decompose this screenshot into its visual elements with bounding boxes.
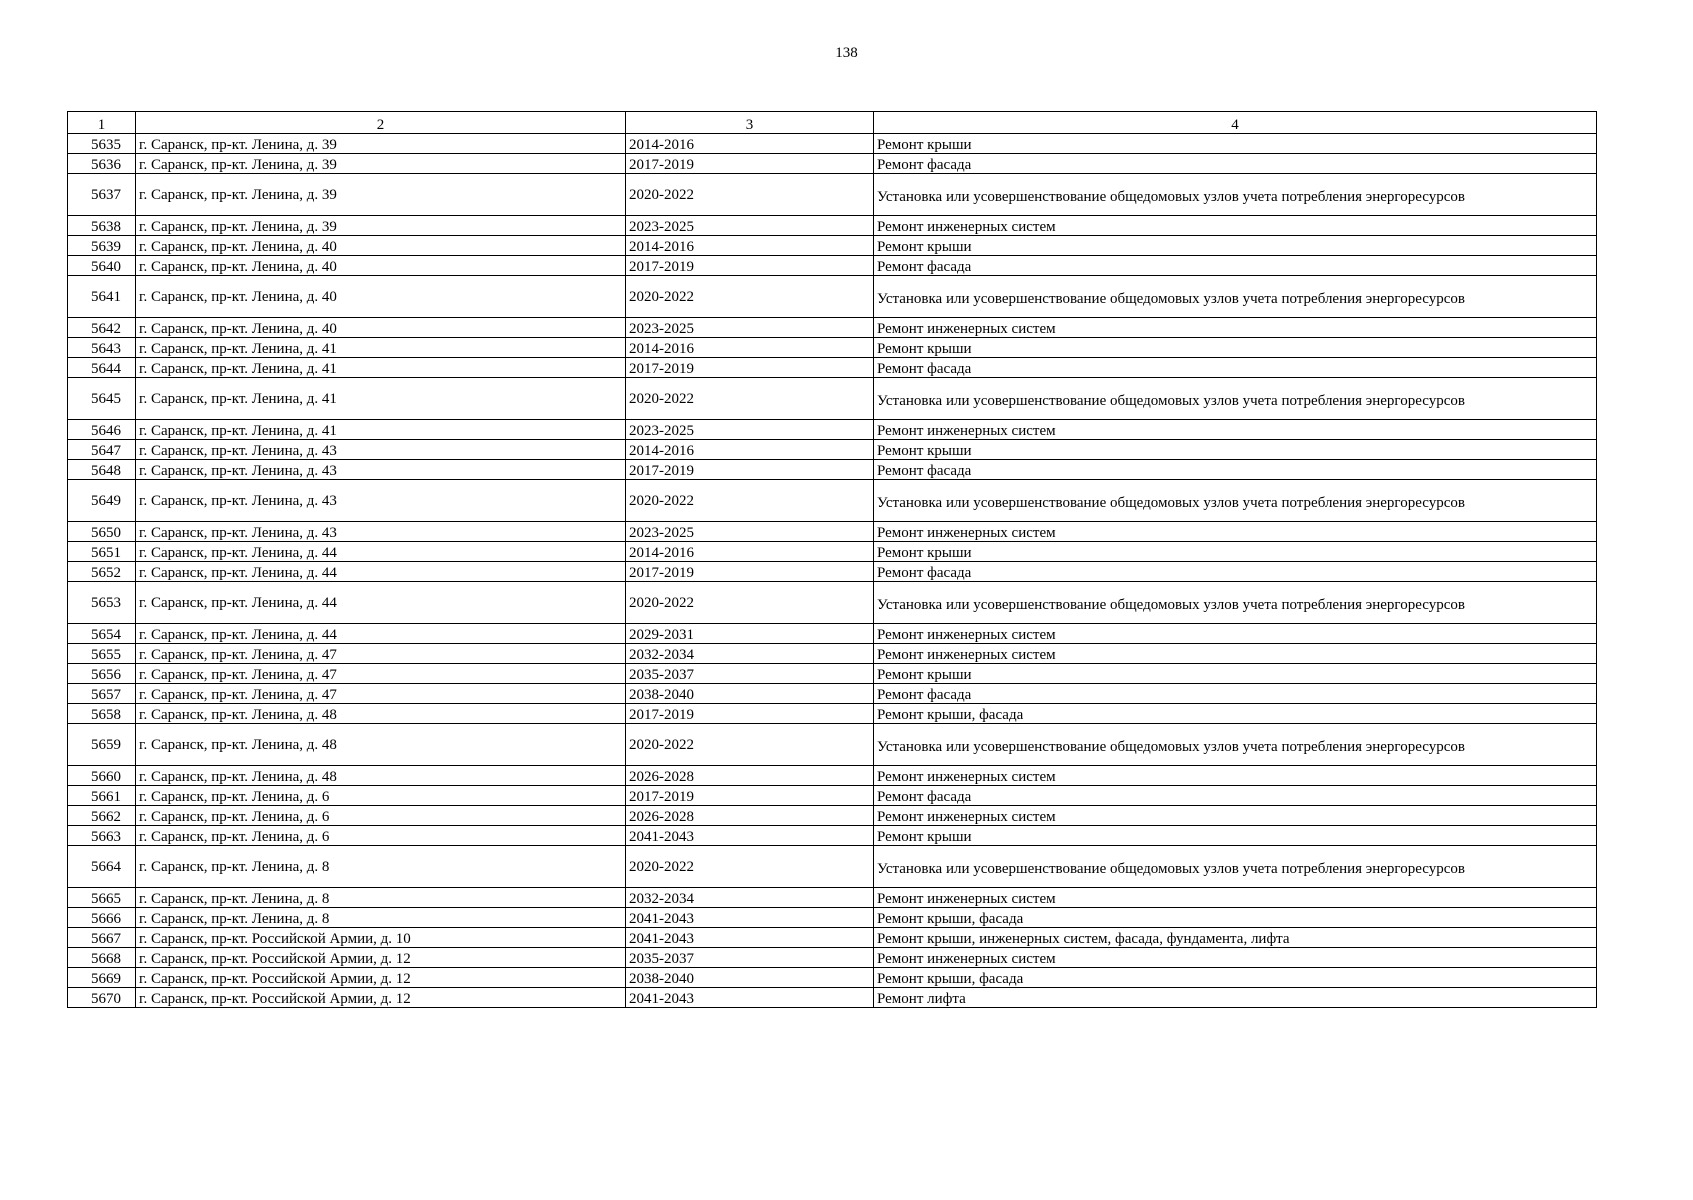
period-cell: 2020-2022 [626,276,874,318]
row-number-cell: 5664 [68,846,136,888]
address-cell: г. Саранск, пр-кт. Ленина, д. 48 [136,724,626,766]
row-number-cell: 5647 [68,440,136,460]
work-type-cell: Ремонт крыши [874,236,1597,256]
row-number-cell: 5650 [68,522,136,542]
period-cell: 2029-2031 [626,624,874,644]
row-number-cell: 5638 [68,216,136,236]
row-number-cell: 5660 [68,766,136,786]
period-cell: 2038-2040 [626,684,874,704]
work-type-cell: Ремонт крыши [874,664,1597,684]
row-number-cell: 5665 [68,888,136,908]
row-number-cell: 5637 [68,174,136,216]
work-type-cell: Ремонт крыши [874,826,1597,846]
table-row [68,806,1597,826]
row-number-cell: 5641 [68,276,136,318]
work-type-cell: Ремонт фасада [874,154,1597,174]
work-type-cell: Ремонт инженерных систем [874,216,1597,236]
period-cell: 2020-2022 [626,378,874,420]
address-cell: г. Саранск, пр-кт. Ленина, д. 44 [136,624,626,644]
work-type-cell: Установка или усовершенствование общедомовых узлов учета потребления энергоресурсов [874,378,1597,420]
period-cell: 2032-2034 [626,888,874,908]
address-cell: г. Саранск, пр-кт. Ленина, д. 47 [136,644,626,664]
row-number-cell: 5666 [68,908,136,928]
period-cell: 2020-2022 [626,174,874,216]
row-number-cell: 5668 [68,948,136,968]
period-cell: 2023-2025 [626,420,874,440]
table-row [68,846,1597,888]
address-cell: г. Саранск, пр-кт. Ленина, д. 40 [136,236,626,256]
table-row [68,684,1597,704]
row-number-cell: 5661 [68,786,136,806]
address-cell: г. Саранск, пр-кт. Ленина, д. 39 [136,134,626,154]
table-row [68,582,1597,624]
row-number-cell: 5663 [68,826,136,846]
row-number-cell: 5654 [68,624,136,644]
page-number: 138 [835,45,858,61]
row-number-cell: 5669 [68,968,136,988]
repair-schedule-table [67,111,1597,1008]
period-cell: 2023-2025 [626,216,874,236]
work-type-cell: Ремонт крыши, фасада [874,704,1597,724]
table-row [68,236,1597,256]
work-type-cell: Ремонт инженерных систем [874,766,1597,786]
address-cell: г. Саранск, пр-кт. Ленина, д. 48 [136,766,626,786]
header-col-4: 4 [874,112,1597,134]
table-row [68,624,1597,644]
work-type-cell: Ремонт крыши [874,338,1597,358]
table-row [68,216,1597,236]
table-row [68,480,1597,522]
address-cell: г. Саранск, пр-кт. Российской Армии, д. 12 [136,968,626,988]
work-type-cell: Ремонт лифта [874,988,1597,1008]
period-cell: 2017-2019 [626,704,874,724]
header-col-2: 2 [136,112,626,134]
period-cell: 2023-2025 [626,318,874,338]
row-number-cell: 5657 [68,684,136,704]
table-row [68,908,1597,928]
row-number-cell: 5636 [68,154,136,174]
row-number-cell: 5648 [68,460,136,480]
table-row [68,420,1597,440]
address-cell: г. Саранск, пр-кт. Ленина, д. 43 [136,480,626,522]
period-cell: 2026-2028 [626,806,874,826]
period-cell: 2017-2019 [626,562,874,582]
table-row [68,358,1597,378]
table-row [68,338,1597,358]
work-type-cell: Установка или усовершенствование общедомовых узлов учета потребления энергоресурсов [874,846,1597,888]
row-number-cell: 5652 [68,562,136,582]
work-type-cell: Ремонт крыши, фасада [874,908,1597,928]
row-number-cell: 5655 [68,644,136,664]
table-row [68,988,1597,1008]
row-number-cell: 5645 [68,378,136,420]
work-type-cell: Ремонт фасада [874,562,1597,582]
row-number-cell: 5659 [68,724,136,766]
period-cell: 2017-2019 [626,358,874,378]
period-cell: 2017-2019 [626,786,874,806]
work-type-cell: Ремонт инженерных систем [874,318,1597,338]
period-cell: 2041-2043 [626,988,874,1008]
address-cell: г. Саранск, пр-кт. Российской Армии, д. 10 [136,928,626,948]
table-row [68,174,1597,216]
table-row [68,766,1597,786]
table-row [68,542,1597,562]
table-row [68,378,1597,420]
row-number-cell: 5656 [68,664,136,684]
period-cell: 2032-2034 [626,644,874,664]
address-cell: г. Саранск, пр-кт. Ленина, д. 8 [136,888,626,908]
row-number-cell: 5667 [68,928,136,948]
period-cell: 2035-2037 [626,948,874,968]
table-row [68,460,1597,480]
work-type-cell: Ремонт крыши [874,134,1597,154]
row-number-cell: 5653 [68,582,136,624]
work-type-cell: Ремонт крыши [874,542,1597,562]
row-number-cell: 5649 [68,480,136,522]
period-cell: 2017-2019 [626,256,874,276]
address-cell: г. Саранск, пр-кт. Ленина, д. 6 [136,806,626,826]
table-row [68,724,1597,766]
work-type-cell: Ремонт инженерных систем [874,806,1597,826]
row-number-cell: 5635 [68,134,136,154]
work-type-cell: Установка или усовершенствование общедомовых узлов учета потребления энергоресурсов [874,582,1597,624]
address-cell: г. Саранск, пр-кт. Ленина, д. 43 [136,460,626,480]
address-cell: г. Саранск, пр-кт. Ленина, д. 40 [136,318,626,338]
table-row [68,276,1597,318]
table-row [68,826,1597,846]
period-cell: 2014-2016 [626,236,874,256]
table-row [68,318,1597,338]
work-type-cell: Ремонт инженерных систем [874,888,1597,908]
table-row [68,888,1597,908]
work-type-cell: Установка или усовершенствование общедомовых узлов учета потребления энергоресурсов [874,480,1597,522]
table-row [68,440,1597,460]
header-col-3: 3 [626,112,874,134]
period-cell: 2041-2043 [626,928,874,948]
address-cell: г. Саранск, пр-кт. Ленина, д. 44 [136,562,626,582]
work-type-cell: Ремонт фасада [874,684,1597,704]
table-row [68,134,1597,154]
address-cell: г. Саранск, пр-кт. Ленина, д. 44 [136,542,626,562]
period-cell: 2020-2022 [626,724,874,766]
period-cell: 2017-2019 [626,460,874,480]
table-body [68,112,1597,1008]
table-row [68,948,1597,968]
address-cell: г. Саранск, пр-кт. Ленина, д. 47 [136,664,626,684]
work-type-cell: Ремонт фасада [874,786,1597,806]
work-type-cell: Установка или усовершенствование общедомовых узлов учета потребления энергоресурсов [874,174,1597,216]
row-number-cell: 5670 [68,988,136,1008]
period-cell: 2023-2025 [626,522,874,542]
period-cell: 2014-2016 [626,338,874,358]
period-cell: 2020-2022 [626,582,874,624]
work-type-cell: Ремонт крыши, фасада [874,968,1597,988]
address-cell: г. Саранск, пр-кт. Ленина, д. 44 [136,582,626,624]
row-number-cell: 5643 [68,338,136,358]
address-cell: г. Саранск, пр-кт. Ленина, д. 39 [136,174,626,216]
address-cell: г. Саранск, пр-кт. Ленина, д. 48 [136,704,626,724]
work-type-cell: Ремонт фасада [874,358,1597,378]
row-number-cell: 5639 [68,236,136,256]
address-cell: г. Саранск, пр-кт. Ленина, д. 47 [136,684,626,704]
period-cell: 2026-2028 [626,766,874,786]
address-cell: г. Саранск, пр-кт. Ленина, д. 41 [136,378,626,420]
header-col-1: 1 [68,112,136,134]
table-row [68,644,1597,664]
row-number-cell: 5651 [68,542,136,562]
address-cell: г. Саранск, пр-кт. Российской Армии, д. 12 [136,988,626,1008]
table-row [68,664,1597,684]
period-cell: 2035-2037 [626,664,874,684]
period-cell: 2014-2016 [626,440,874,460]
work-type-cell: Установка или усовершенствование общедомовых узлов учета потребления энергоресурсов [874,724,1597,766]
table-row [68,562,1597,582]
work-type-cell: Ремонт крыши, инженерных систем, фасада, фундамента, лифта [874,928,1597,948]
work-type-cell: Ремонт инженерных систем [874,948,1597,968]
table-row [68,928,1597,948]
work-type-cell: Ремонт инженерных систем [874,420,1597,440]
address-cell: г. Саранск, пр-кт. Ленина, д. 39 [136,216,626,236]
period-cell: 2038-2040 [626,968,874,988]
address-cell: г. Саранск, пр-кт. Ленина, д. 43 [136,522,626,542]
period-cell: 2014-2016 [626,542,874,562]
work-type-cell: Установка или усовершенствование общедомовых узлов учета потребления энергоресурсов [874,276,1597,318]
address-cell: г. Саранск, пр-кт. Ленина, д. 41 [136,420,626,440]
address-cell: г. Саранск, пр-кт. Ленина, д. 41 [136,338,626,358]
row-number-cell: 5662 [68,806,136,826]
address-cell: г. Саранск, пр-кт. Ленина, д. 43 [136,440,626,460]
row-number-cell: 5642 [68,318,136,338]
table-row [68,786,1597,806]
address-cell: г. Саранск, пр-кт. Ленина, д. 8 [136,908,626,928]
row-number-cell: 5644 [68,358,136,378]
row-number-cell: 5658 [68,704,136,724]
row-number-cell: 5640 [68,256,136,276]
address-cell: г. Саранск, пр-кт. Ленина, д. 41 [136,358,626,378]
address-cell: г. Саранск, пр-кт. Российской Армии, д. 12 [136,948,626,968]
row-number-cell: 5646 [68,420,136,440]
work-type-cell: Ремонт инженерных систем [874,522,1597,542]
period-cell: 2014-2016 [626,134,874,154]
table-row [68,968,1597,988]
table-header-row [68,112,1597,134]
address-cell: г. Саранск, пр-кт. Ленина, д. 6 [136,826,626,846]
work-type-cell: Ремонт фасада [874,256,1597,276]
work-type-cell: Ремонт фасада [874,460,1597,480]
period-cell: 2041-2043 [626,908,874,928]
period-cell: 2041-2043 [626,826,874,846]
table-row [68,154,1597,174]
table-row [68,522,1597,542]
address-cell: г. Саранск, пр-кт. Ленина, д. 40 [136,276,626,318]
work-type-cell: Ремонт инженерных систем [874,644,1597,664]
period-cell: 2020-2022 [626,480,874,522]
work-type-cell: Ремонт инженерных систем [874,624,1597,644]
work-type-cell: Ремонт крыши [874,440,1597,460]
period-cell: 2020-2022 [626,846,874,888]
address-cell: г. Саранск, пр-кт. Ленина, д. 39 [136,154,626,174]
address-cell: г. Саранск, пр-кт. Ленина, д. 8 [136,846,626,888]
address-cell: г. Саранск, пр-кт. Ленина, д. 40 [136,256,626,276]
period-cell: 2017-2019 [626,154,874,174]
address-cell: г. Саранск, пр-кт. Ленина, д. 6 [136,786,626,806]
table-row [68,256,1597,276]
table-row [68,704,1597,724]
